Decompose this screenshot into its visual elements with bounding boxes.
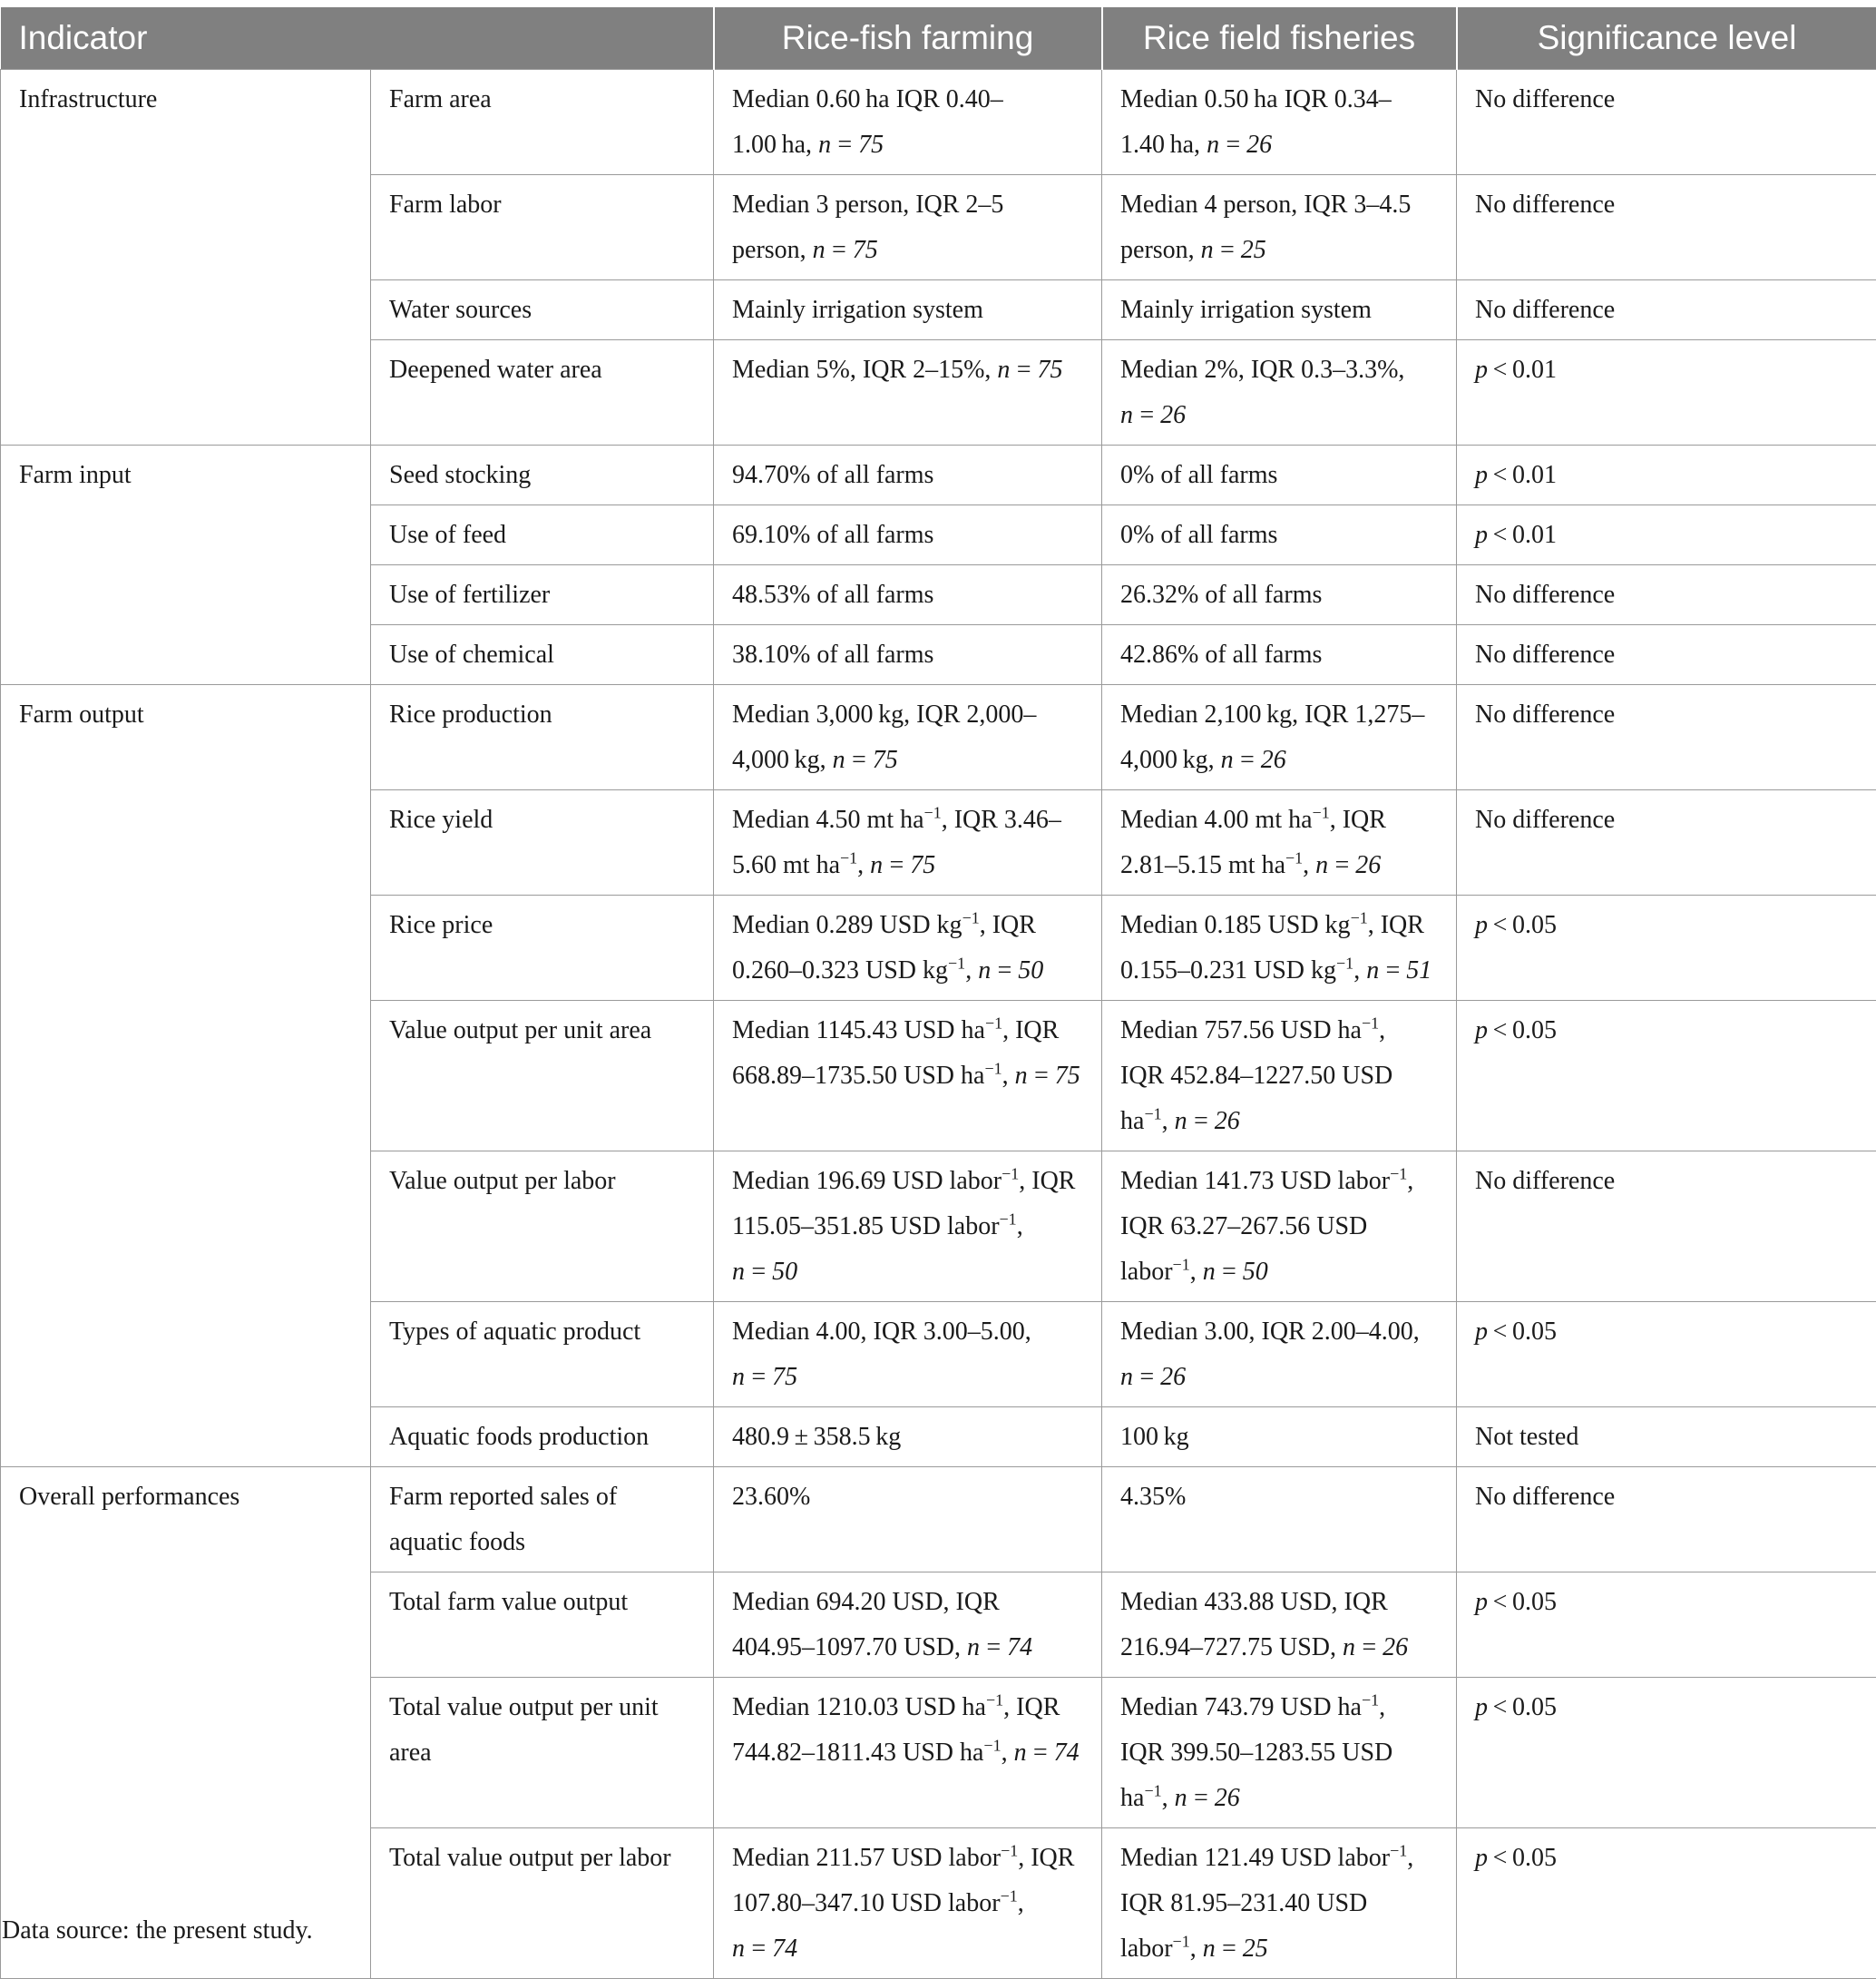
indicator-cell: Rice production [371,685,714,790]
rice-field-fisheries-cell: 42.86% of all farms [1102,625,1457,685]
indicator-cell: Seed stocking [371,446,714,505]
rice-fish-farming-cell: Median 196.69 USD labor$^{-1}$, IQR 115.05–351.85 USD labor$^{-1}$, n = 50 [714,1151,1102,1302]
rice-fish-farming-cell: Median 5%, IQR 2–15%, n = 75 [714,340,1102,446]
rice-field-fisheries-cell: Median 743.79 USD $ha^{-1}$, IQR 399.50–1283.55 USD $ha^{-1}$, n = 26 [1102,1678,1457,1828]
significance-cell: p < 0.05 [1457,1572,1876,1678]
significance-cell: p < 0.01 [1457,505,1876,565]
indicator-cell: Total value output per unit area [371,1678,714,1828]
rice-field-fisheries-cell: Median 757.56 USD $ha^{-1}$, IQR 452.84–1227.50 USD $ha^{-1}$, n = 26 [1102,1001,1457,1151]
rice-fish-farming-cell: 69.10% of all farms [714,505,1102,565]
group-farm-input: Farm input [1,446,371,685]
group-overall-performances: Overall performances [1,1467,371,1979]
comparison-table-container [0,7,1876,1979]
indicator-cell: Types of aquatic product [371,1302,714,1407]
significance-cell: No difference [1457,280,1876,340]
indicator-cell: Total farm value output [371,1572,714,1678]
group-infrastructure: Infrastructure [1,70,371,446]
rice-field-fisheries-cell: Median 121.49 USD labor$^{-1}$, IQR 81.95–231.40 USD labor$^{-1}$, n = 25 [1102,1828,1457,1979]
indicator-cell: Use of fertilizer [371,565,714,625]
indicator-cell: Deepened water area [371,340,714,446]
rice-field-fisheries-cell: Median 141.73 USD labor$^{-1}$, IQR 63.27–267.56 USD labor$^{-1}$, n = 50 [1102,1151,1457,1302]
significance-cell: No difference [1457,1151,1876,1302]
rice-field-fisheries-cell: 26.32% of all farms [1102,565,1457,625]
table-row [1,1467,1876,1572]
indicator-cell: Farm labor [371,175,714,280]
significance-cell: p < 0.05 [1457,896,1876,1001]
significance-cell: No difference [1457,175,1876,280]
table-footnote: Data source: the present study. [0,1915,313,1947]
table-row [1,446,1876,505]
rice-field-fisheries-cell: Median 2,100 kg, IQR 1,275– 4,000 kg, n = 26 [1102,685,1457,790]
table-row [1,70,1876,175]
indicator-cell: Rice price [371,896,714,1001]
rice-fish-farming-cell: Median 3,000 kg, IQR 2,000– 4,000 kg, n = 75 [714,685,1102,790]
table-body [1,70,1876,1979]
rice-field-fisheries-cell: 0% of all farms [1102,505,1457,565]
indicator-cell: Value output per labor [371,1151,714,1302]
rice-fish-farming-cell: Mainly irrigation system [714,280,1102,340]
rice-field-fisheries-cell: 0% of all farms [1102,446,1457,505]
rice-field-fisheries-cell: 100 kg [1102,1407,1457,1467]
indicator-cell: Total value output per labor [371,1828,714,1979]
significance-cell: p < 0.05 [1457,1828,1876,1979]
comparison-table [0,7,1876,1979]
indicator-cell: Farm reported sales of aquatic foods [371,1467,714,1572]
group-farm-output: Farm output [1,685,371,1467]
rice-field-fisheries-cell: Mainly irrigation system [1102,280,1457,340]
significance-cell: No difference [1457,70,1876,175]
rice-fish-farming-cell: Median 3 person, IQR 2–5 person, n = 75 [714,175,1102,280]
indicator-cell: Water sources [371,280,714,340]
rice-fish-farming-cell: 23.60% [714,1467,1102,1572]
significance-cell: p < 0.01 [1457,340,1876,446]
header-rice-fish-farming: Rice-fish farming [714,7,1102,70]
rice-field-fisheries-cell: Median 4.00 mt $ha^{-1}$, IQR 2.81–5.15 mt $ha^{-1}$, n = 26 [1102,790,1457,896]
header-indicator: Indicator [1,7,714,70]
header-significance-level: Significance level [1457,7,1876,70]
rice-fish-farming-cell: Median 694.20 USD, IQR 404.95–1097.70 USD, n = 74 [714,1572,1102,1678]
rice-field-fisheries-cell: Median 3.00, IQR 2.00–4.00, n = 26 [1102,1302,1457,1407]
rice-fish-farming-cell: Median 211.57 USD labor$^{-1}$, IQR 107.80–347.10 USD labor$^{-1}$, n = 74 [714,1828,1102,1979]
significance-cell: No difference [1457,565,1876,625]
rice-fish-farming-cell: Median 1145.43 USD $ha^{-1}$, IQR 668.89–1735.50 USD $ha^{-1}$, n = 75 [714,1001,1102,1151]
table-row [1,685,1876,790]
significance-cell: No difference [1457,685,1876,790]
significance-cell: p < 0.01 [1457,446,1876,505]
table-header [1,7,1876,70]
rice-field-fisheries-cell: Median 0.185 USD $kg^{-1}$, IQR 0.155–0.231 USD $kg^{-1}$, n = 51 [1102,896,1457,1001]
rice-fish-farming-cell: Median 0.289 USD $kg^{-1}$, IQR 0.260–0.323 USD $kg^{-1}$, n = 50 [714,896,1102,1001]
rice-fish-farming-cell: 480.9 ± 358.5 kg [714,1407,1102,1467]
significance-cell: Not tested [1457,1407,1876,1467]
rice-fish-farming-cell: Median 4.50 mt $ha^{-1}$, IQR 3.46– 5.60 mt $ha^{-1}$, n = 75 [714,790,1102,896]
header-rice-field-fisheries: Rice field fisheries [1102,7,1457,70]
indicator-cell: Use of feed [371,505,714,565]
rice-fish-farming-cell: Median 0.60 ha IQR 0.40– 1.00 ha, n = 75 [714,70,1102,175]
rice-fish-farming-cell: 94.70% of all farms [714,446,1102,505]
indicator-cell: Aquatic foods production [371,1407,714,1467]
rice-field-fisheries-cell: Median 4 person, IQR 3–4.5 person, n = 25 [1102,175,1457,280]
rice-fish-farming-cell: 48.53% of all farms [714,565,1102,625]
rice-field-fisheries-cell: Median 0.50 ha IQR 0.34– 1.40 ha, n = 26 [1102,70,1457,175]
significance-cell: p < 0.05 [1457,1678,1876,1828]
indicator-cell: Value output per unit area [371,1001,714,1151]
rice-fish-farming-cell: 38.10% of all farms [714,625,1102,685]
significance-cell: No difference [1457,790,1876,896]
rice-fish-farming-cell: Median 1210.03 USD $ha^{-1}$, IQR 744.82–1811.43 USD $ha^{-1}$, n = 74 [714,1678,1102,1828]
indicator-cell: Rice yield [371,790,714,896]
significance-cell: p < 0.05 [1457,1001,1876,1151]
significance-cell: p < 0.05 [1457,1302,1876,1407]
significance-cell: No difference [1457,1467,1876,1572]
indicator-cell: Farm area [371,70,714,175]
rice-fish-farming-cell: Median 4.00, IQR 3.00–5.00, n = 75 [714,1302,1102,1407]
significance-cell: No difference [1457,625,1876,685]
rice-field-fisheries-cell: Median 433.88 USD, IQR 216.94–727.75 USD, n = 26 [1102,1572,1457,1678]
rice-field-fisheries-cell: Median 2%, IQR 0.3–3.3%, n = 26 [1102,340,1457,446]
indicator-cell: Use of chemical [371,625,714,685]
rice-field-fisheries-cell: 4.35% [1102,1467,1457,1572]
